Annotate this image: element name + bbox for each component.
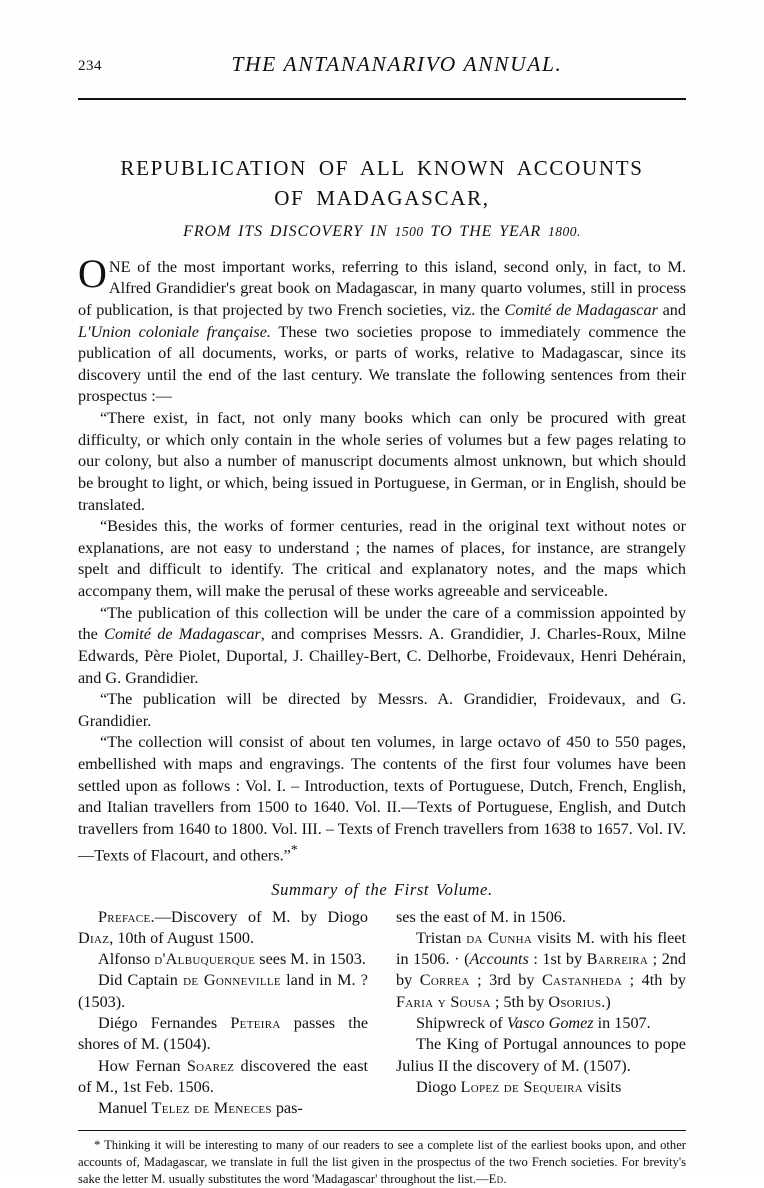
summary-text: ; 5th by xyxy=(490,992,549,1011)
header-rule xyxy=(78,98,686,100)
article-title-line-2: OF MADAGASCAR, xyxy=(274,185,490,210)
summary-text: Diogo xyxy=(416,1077,461,1096)
article-subtitle xyxy=(78,223,686,241)
footnote-marker: * xyxy=(94,1138,101,1153)
summary-text: Manuel xyxy=(98,1099,152,1118)
summary-text: pas- xyxy=(271,1099,303,1118)
article-body xyxy=(78,250,687,867)
body-paragraph-2: “There exist, in fact, not only many books which can only be procured with great difficulty, or which only contain in the whole series of volumes but a few pages relating to our colony, but also a number of manuscript documents almost unknown, but which should be brought to light, or which, being issued in Portuguese, in German, or in English, should be translated. xyxy=(78,409,686,514)
page-content xyxy=(78,0,686,1188)
summary-text: , 10th of August 1500. xyxy=(109,928,255,947)
summary-proper-name: Peteira xyxy=(230,1014,281,1032)
summary-heading: Summary of the First Volume. xyxy=(271,879,493,899)
summary-text: sees M. in 1503. xyxy=(255,950,366,969)
article-title-line-1: REPUBLICATION OF ALL KNOWN ACCOUNTS xyxy=(120,156,644,180)
summary-text: ; 3rd by xyxy=(469,971,542,990)
summary-text: The King of Portugal announces to pope Julius II the discovery of M. (1507). xyxy=(396,1035,686,1075)
summary-proper-name: Barreira xyxy=(586,950,649,969)
summary-entry xyxy=(78,1098,368,1119)
summary-proper-name: Faria y Sousa xyxy=(396,992,491,1011)
footnote-text: Thinking it will be interesting to many of our readers to see a complete list of the earliest books upon, and other accounts of, Madagascar, we translate in full the list given in the prospectus of the two French societies. For brevity's sake the letter M. usually substitutes the word 'Madagascar' throughout the list.— xyxy=(78,1138,686,1187)
footnote-rule xyxy=(78,1130,686,1131)
summary-proper-name: Lopez de Sequeira xyxy=(460,1077,584,1096)
subtitle-text-mid: TO THE YEAR xyxy=(423,222,548,240)
page-number: 234 xyxy=(78,58,102,74)
summary-entry xyxy=(396,1013,686,1034)
summary-text: ; 2nd by xyxy=(396,950,687,990)
summary-proper-name: Castanheda xyxy=(541,971,623,990)
summary-proper-name: Correa xyxy=(419,971,470,990)
subtitle-text-pre: FROM ITS DISCOVERY IN xyxy=(183,222,395,240)
summary-text: visits xyxy=(583,1077,622,1096)
summary-entry xyxy=(396,1034,686,1077)
summary-column-right xyxy=(396,907,686,1120)
article-title-block xyxy=(78,154,686,241)
summary-italic-title: Accounts xyxy=(469,950,529,969)
society-name-comite: Comité de Madagascar xyxy=(504,300,658,319)
summary-proper-name: Preface. xyxy=(98,907,155,926)
drop-cap: O xyxy=(78,250,107,296)
paragraph-1-part-2: and xyxy=(657,300,686,319)
paragraph-4-part-2: , and comprises Messrs. A. Grandidier, J. Charles-Roux, Milne Edwards, Père Piolet, Duportal, J. Chailley-Bert, C. Delhorbe, Froidevaux, Henri Dehérain, and G. Grandidier. xyxy=(78,625,687,687)
summary-column-left xyxy=(78,907,368,1120)
paragraph-1-part-3: These two societies propose to immediately commence the publication of all documents, works, or parts of works, relative to Madagascar, since its discovery until the end of the last century. We translate the following sentences from their prospectus :— xyxy=(78,322,686,406)
summary-entry xyxy=(78,907,368,950)
summary-text: How Fernan xyxy=(98,1056,187,1075)
summary-proper-name: Telez de Meneces xyxy=(151,1099,272,1118)
summary-text: Did Captain xyxy=(98,971,184,990)
summary-proper-name: Diaz xyxy=(78,928,110,947)
running-head-title: THE ANTANANARIVO ANNUAL. xyxy=(231,52,563,76)
summary-text: Alfonso xyxy=(98,950,155,969)
summary-entry xyxy=(78,1056,368,1099)
footnote-reference-marker[interactable]: * xyxy=(290,841,298,857)
summary-text: in 1507. xyxy=(593,1014,651,1032)
paragraph-6-text: “The collection will consist of about ten volumes, in large octavo of 450 to 550 pages, embellished with maps and engravings. The contents of the first four volumes have been settled upon as follows : Vol. I. – Introduction, texts of Portuguese, Dutch, French, English, and Italian travellers from 1500 to 1640. Vol. II.—Texts of Portuguese, English, and Dutch travellers from 1640 to 1800. Vol. III. – Texts of French travellers from 1638 to 1657. Vol. IV.—Texts of Flacourt, and others.” xyxy=(78,733,686,864)
summary-proper-name: de Gonneville xyxy=(183,971,281,990)
summary-entry xyxy=(396,907,686,928)
footnote xyxy=(78,1137,686,1188)
summary-entry xyxy=(78,949,368,970)
footnote-signature: Ed. xyxy=(488,1172,507,1187)
society-name-union: L'Union coloniale française. xyxy=(78,322,271,341)
summary-proper-name: Soarez xyxy=(186,1056,235,1075)
summary-text: .) xyxy=(601,992,611,1011)
summary-entry xyxy=(78,1013,368,1056)
summary-text: : 1st by xyxy=(528,950,587,969)
summary-entry xyxy=(396,928,686,1013)
summary-text: discovered the east of M., 1st Feb. 1506. xyxy=(78,1056,368,1096)
summary-text: —Discovery of M. by Diogo xyxy=(154,907,368,926)
body-paragraph-1 xyxy=(78,250,686,408)
summary-text: ; 4th by xyxy=(622,971,687,990)
paragraph-4-part-1: “The publication of this collection will be under the care of a commission appointed by the xyxy=(78,603,686,644)
summary-italic-title: Vasco Gomez xyxy=(506,1014,594,1032)
commission-comite-name: Comité de Madagascar xyxy=(104,625,261,644)
body-paragraph-6 xyxy=(78,732,686,866)
summary-entry xyxy=(78,970,368,1013)
summary-columns xyxy=(78,907,686,1120)
summary-proper-name: da Cunha xyxy=(466,928,533,947)
body-paragraph-5: “The publication will be directed by Messrs. A. Grandidier, Froidevaux, and G. Grandidier. xyxy=(78,690,686,730)
summary-text: Tristan xyxy=(416,928,467,947)
summary-proper-name: Osorius xyxy=(548,992,602,1011)
summary-text: passes the shores of M. (1504). xyxy=(78,1014,369,1054)
footnote-paragraph xyxy=(78,1137,686,1188)
summary-text: ses the east of M. in 1506. xyxy=(396,907,566,926)
subtitle-year-end: 1800. xyxy=(547,223,581,239)
summary-text: Shipwreck of xyxy=(416,1014,507,1032)
summary-text: land in M. ? (1503). xyxy=(78,971,368,1011)
running-head xyxy=(78,52,686,108)
paragraph-1-part-1: NE of the most important works, referring to this island, second only, in fact, to M. Alfred Grandidier's great book on Madagascar, in many quarto volumes, still in process of publication, is that projected by two French societies, viz. the xyxy=(78,257,686,319)
summary-text: Diégo Fernandes xyxy=(98,1014,231,1032)
subtitle-year-start: 1500 xyxy=(394,223,424,239)
body-paragraph-4 xyxy=(78,603,686,690)
body-paragraph-3: “Besides this, the works of former centuries, read in the original text without notes or explanations, are not easy to understand ; the names of places, for instance, are strangely spelt and difficult to identify. The critical and explanatory notes, and the maps which accompany them, will make the perusal of these works agreeable and serviceable. xyxy=(78,517,686,600)
summary-entry xyxy=(396,1077,686,1098)
summary-text: visits M. with his fleet in 1506. · ( xyxy=(396,928,686,969)
summary-proper-name: d'Albuquerque xyxy=(154,950,256,969)
